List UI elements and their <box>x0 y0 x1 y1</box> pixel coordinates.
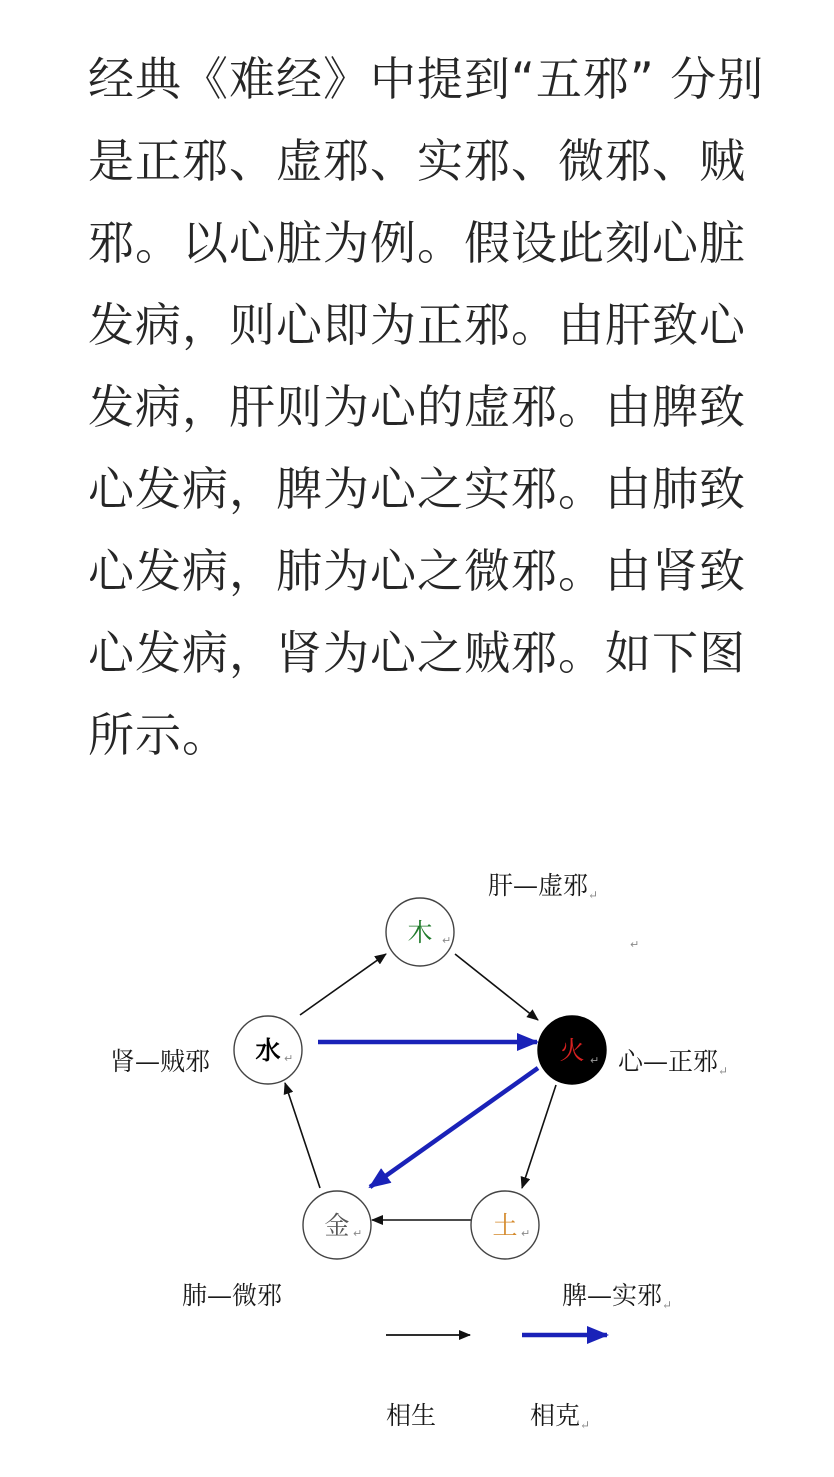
node-wood-label: 木 <box>407 918 433 947</box>
arrow-wood-to-fire <box>455 954 538 1020</box>
arrow-water-to-wood <box>300 954 386 1015</box>
paragraph-mark: ↵ <box>718 1064 729 1078</box>
label-spleen <box>562 1276 672 1312</box>
label-kidney-text: 肾—贼邪 <box>110 1047 211 1076</box>
legend-generate-label <box>386 1396 436 1432</box>
label-lung <box>182 1276 282 1312</box>
node-fire-label: 火 <box>559 1036 585 1065</box>
article-line-7: 心发病，肺为心之微邪。由肾致 <box>88 544 746 598</box>
paragraph-mark: ↵ <box>580 1418 591 1432</box>
article-line-1: 经典《难经》中提到“五邪” 分别 <box>88 52 765 106</box>
arrow-fire-to-earth <box>522 1085 556 1188</box>
arrow-metal-to-water <box>285 1083 320 1188</box>
node-metal <box>303 1191 371 1259</box>
paragraph-mark: ↵ <box>284 1052 294 1065</box>
label-kidney <box>110 1042 210 1078</box>
node-fire <box>538 1016 606 1084</box>
node-earth <box>471 1191 539 1259</box>
label-spleen-text: 脾—实邪 <box>562 1281 663 1310</box>
article-line-3: 邪。以心脏为例。假设此刻心脏 <box>88 216 746 270</box>
label-liver-text: 肝—虚邪 <box>488 871 589 900</box>
node-metal-label: 金 <box>324 1211 350 1240</box>
paragraph-mark: ↵ <box>590 1054 600 1067</box>
article-line-2: 是正邪、虚邪、实邪、微邪、贼 <box>88 134 746 188</box>
article-line-4: 发病，则心即为正邪。由肝致心 <box>88 298 746 352</box>
paragraph-mark: ↵ <box>521 1227 531 1240</box>
paragraph-mark: ↵ <box>630 938 640 951</box>
article-line-8: 心发病，肾为心之贼邪。如下图 <box>88 626 746 680</box>
paragraph-mark: ↵ <box>442 934 452 947</box>
paragraph-mark: ↵ <box>353 1227 363 1240</box>
node-earth-label: 土 <box>492 1211 518 1240</box>
label-liver <box>488 866 598 902</box>
label-heart <box>618 1042 728 1078</box>
article-line-6: 心发病，脾为心之实邪。由肺致 <box>88 462 746 516</box>
label-lung-text: 肺—微邪 <box>182 1281 283 1310</box>
node-water-label: 水 <box>255 1036 281 1065</box>
article-line-5: 发病，肝则为心的虚邪。由脾致 <box>88 380 746 434</box>
node-water <box>234 1016 302 1084</box>
arrow-fire-restrains-metal <box>370 1068 538 1187</box>
legend-generate-text: 相生 <box>386 1401 437 1430</box>
node-wood <box>386 898 454 966</box>
label-heart-text: 心—正邪 <box>618 1047 719 1076</box>
diagram-canvas <box>0 840 834 1460</box>
five-elements-diagram <box>0 840 834 1460</box>
article-line-9: 所示。 <box>88 708 229 762</box>
legend-restrain-label <box>530 1396 590 1432</box>
legend-restrain-text: 相克 <box>530 1401 581 1430</box>
paragraph-mark: ↵ <box>662 1298 673 1312</box>
article-text <box>88 38 765 776</box>
paragraph-mark: ↵ <box>588 888 599 902</box>
